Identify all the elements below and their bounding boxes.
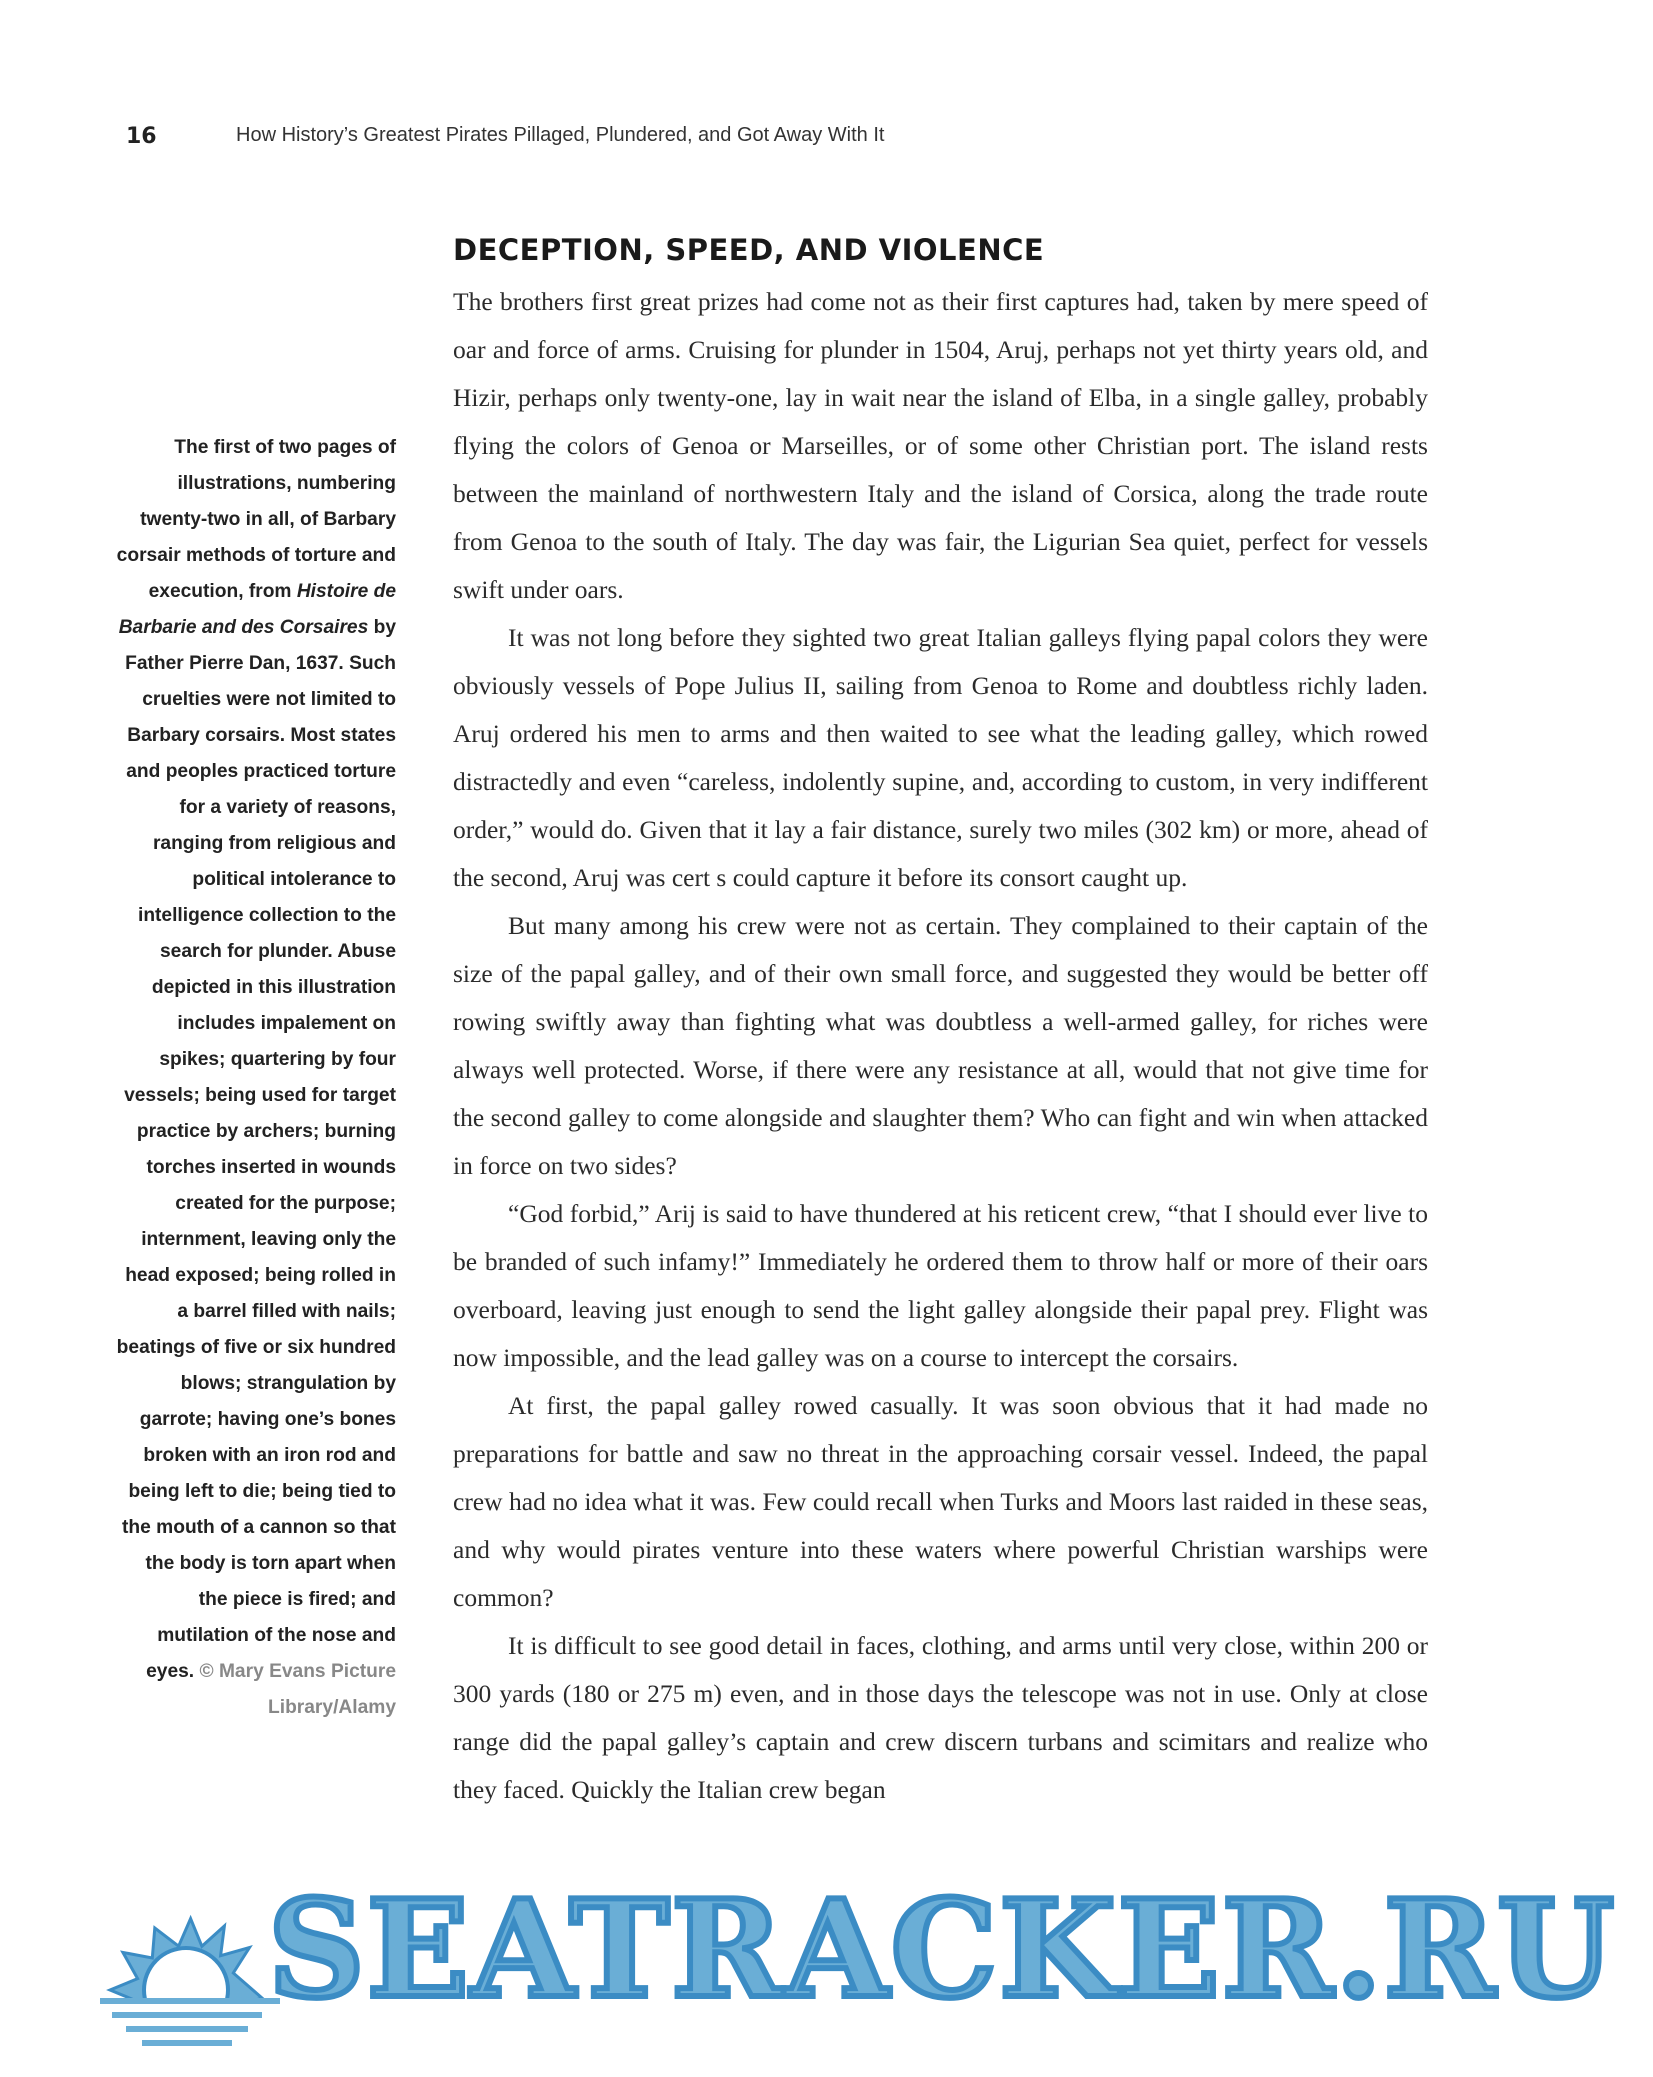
paragraph-2: It was not long before they sighted two great Italian galleys flying papal colors they were obviously vessels of Pope Julius II, sailing from Genoa to Rome and doubtless richly laden. Aruj ordered his men to arms and then waited to see what the leading galley, which rowed distractedly and even “careless, indolently supine, and, according to custom, in very indifferent order,” would do. Given that it lay a fair distance, surely two miles (302 km) or more, ahead of the second, Aruj was cert s could capture it before its consort caught up. xyxy=(453,623,1428,892)
paragraph-4: “God forbid,” Arij is said to have thundered at his reticent crew, “that I should ever live to be branded of such infamy!” Immediately he ordered them to throw half or more of their oars overboard, leaving just enough to send the light galley alongside their papal prey. Flight was now impossible, and the lead galley was on a course to intercept the corsairs. xyxy=(453,1199,1428,1372)
caption-text-end: by Father Pierre Dan, 1637. Such cruelties were not limited to Barbary corsairs. Most states and peoples practiced torture for a variety of reasons, ranging from religious and political intolerance to intelligence collection to the search for plunder. Abuse depicted in this illustration includes impalement on spikes; quartering by four vessels; being used for target practice by archers; burning torches inserted in wounds created for the purpose; internment, leaving only the head exposed; being rolled in a barrel filled with nails; beatings of five or six hundred blows; strangulation by garrote; having one’s bones broken with an iron rod and being left to die; being tied to the mouth of a cannon so that the body is torn apart when the piece is fired; and mutilation of the nose and eyes. xyxy=(116,617,396,1682)
paragraph-3: But many among his crew were not as certain. They complained to their captain of the size of the papal galley, and of their own small force, and suggested they would be better off rowing swiftly away than fighting what was doubtless a well-armed galley, for riches were always well protected. Worse, if there were any resistance at all, would that not give time for the second galley to come alongside and slaughter them? Who can fight and win when attacked in force on two sides? xyxy=(453,911,1428,1180)
sun-logo-icon xyxy=(0,1870,300,2072)
caption-credit: © Mary Evans Picture Library/Alamy xyxy=(199,1661,396,1718)
running-title: How History’s Greatest Pirates Pillaged, Plundered, and Got Away With It xyxy=(236,124,885,146)
article-body xyxy=(453,278,1428,1814)
section-heading: DECEPTION, SPEED, AND VIOLENCE xyxy=(453,233,1045,267)
watermark xyxy=(0,1870,1653,2072)
caption-book-title: Histoire de Barbarie and des Corsaires xyxy=(118,581,396,638)
paragraph-6: It is difficult to see good detail in faces, clothing, and arms until very close, within 200 or 300 yards (180 or 275 m) even, and in those days the telescope was not in use. Only at close range did the papal galley’s captain and crew discern turbans and scimitars and realize who they faced. Quickly the Italian crew began xyxy=(453,1631,1428,1804)
paragraph-5: At first, the papal galley rowed casually. It was soon obvious that it had made no preparations for battle and saw no threat in the approaching corsair vessel. Indeed, the papal crew had no idea what it was. Few could recall when Turks and Moors last raided in these seas, and why would pirates venture into these waters where powerful Christian warships were common? xyxy=(453,1391,1428,1612)
caption-text-start: The first of two pages of illustrations, numbering twenty-two in all, of Barbary corsair methods of torture and execution, from xyxy=(116,437,396,602)
watermark-text: SEATRACKER.RU xyxy=(268,1870,1617,2028)
illustration-caption xyxy=(115,430,396,1726)
paragraph-1: The brothers first great prizes had come not as their first captures had, taken by mere speed of oar and force of arms. Cruising for plunder in 1504, Aruj, perhaps not yet thirty years old, and Hizir, perhaps only twenty-one, lay in wait near the island of Elba, in a single galley, probably flying the colors of Genoa or Marseilles, or of some other Christian port. The island rests between the mainland of northwestern Italy and the island of Corsica, along the trade route from Genoa to the south of Italy. The day was fair, the Ligurian Sea quiet, perfect for vessels swift under oars. xyxy=(453,287,1428,604)
page-number: 16 xyxy=(126,124,157,149)
